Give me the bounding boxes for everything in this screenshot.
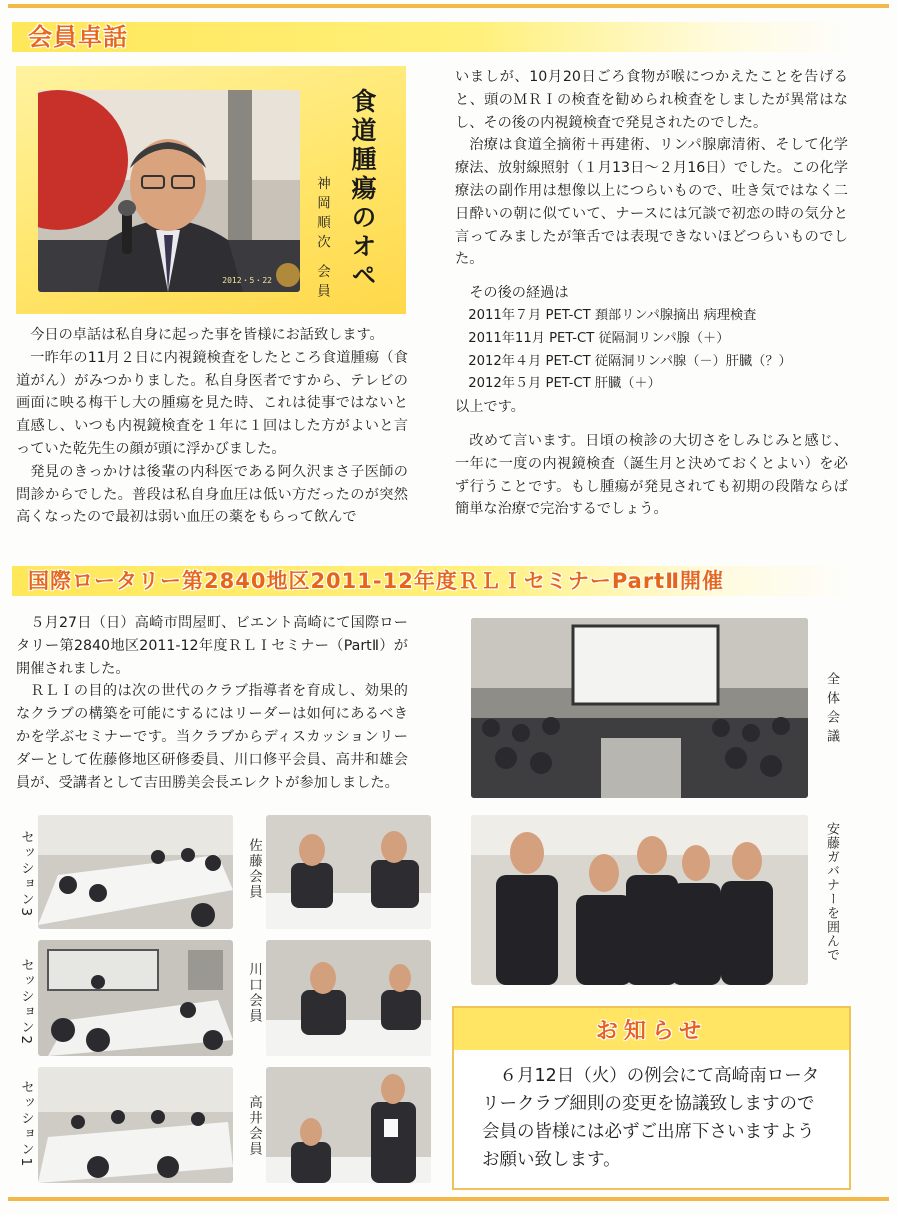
section1-right-column — [455, 66, 848, 521]
closing-paragraph: 改めて言います。日頃の検診の大切さをしみじみと感じ、一年に一度の内視鏡検査（誕生月と決めておくとよい）を必ず行うことです。もし腫瘍が発見されても初期の段階ならば簡単な治療で完治するでしょう。 — [455, 432, 848, 518]
left-paragraph-3: 発見のきっかけは後輩の内科医である阿久沢まさ子医師の問診からでした。普段は私自身血圧は低い方だったのが突然高くなったので最初は弱い血圧の薬をもらって飲んで — [16, 463, 408, 526]
left-paragraph-2: 一昨年の11月２日に内視鏡検査をしたところ食道腫瘍（食道がん）がみつかりました。私自身医者ですから、テレビの画面に映る梅干し大の腫瘍を見た時、これは徒事ではないと直感し、いつも内視鏡検査を１年に１回はした方がよいと言っていた乾先生の顔が頭に浮かびました。 — [16, 349, 408, 457]
progress-intro: その後の経過は — [469, 285, 569, 302]
caption-session3: セッション3 — [18, 830, 34, 919]
notice-text: ６月12日（火）の例会にて高崎南ロータリークラブ細則の変更を協議致しますので会員の皆様には必ずご出席下さいますようお願い致します。 — [482, 1066, 820, 1170]
caption-takai: 高井会員 — [246, 1095, 262, 1157]
plenary-photo-image — [471, 618, 808, 798]
notice-title: お知らせ — [595, 1019, 708, 1044]
right-paragraph-1: いましが、10月20日ごろ食物が喉につかえたことを告げると、頭のＭＲＩの検査を勧められ検査をしましたが異常はなし、その後の内視鏡検査で発見されたのでした。 — [455, 69, 848, 131]
photo-date-stamp: 2012・5・22 — [222, 276, 272, 285]
session3-photo — [38, 815, 233, 929]
section2-text — [16, 612, 408, 794]
right-paragraph-2: 治療は食道全摘術＋再建術、リンパ腺廓清術、そして化学療法、放射線照射（１月13日～２月16日）でした。この化学療法の副作用は想像以上につらいもので、吐き気ではなく二日酔いの朝に似ていて、ナースには冗談で初恋の時の気分と言ってみましたが筆舌では表現できないほどつらいものでした。 — [455, 137, 848, 268]
section2-title: 国際ロータリー第2840地区2011-12年度ＲＬＩセミナーPartⅡ開催 — [28, 569, 725, 593]
section1-header-bar — [12, 22, 852, 52]
caption-session1: セッション1 — [18, 1080, 34, 1169]
caption-sato: 佐藤会員 — [246, 838, 262, 900]
sato-photo-image — [266, 815, 431, 929]
takai-photo-image — [266, 1067, 431, 1183]
section2-paragraph-2: ＲＬＩの目的は次の世代のクラブ指導者を育成し、効果的なクラブの構築を可能にするにはリーダーは如何にあるべきかを学ぶセミナーです。当クラブからディスカッションリーダーとして佐藤修地区研修委員、川口修平会員、高井和雄会員が、受講者として吉田勝美会長エレクトが参加しました。 — [16, 683, 408, 791]
caption-session2: セッション2 — [18, 958, 34, 1047]
caption-kawaguchi: 川口会員 — [246, 962, 262, 1024]
kawaguchi-photo — [266, 940, 431, 1056]
progress-item-2: 2011年11月 PET-CT 従隔洞リンパ腺（＋） — [468, 330, 730, 346]
governor-group-photo — [471, 815, 808, 985]
plenary-photo — [471, 618, 808, 798]
left-paragraph-1: 今日の卓話は私自身に起った事を皆様にお話致します。 — [30, 327, 384, 343]
section1-left-column — [16, 324, 408, 529]
kawaguchi-photo-image — [266, 940, 431, 1056]
speaker-photo — [38, 90, 300, 292]
governor-group-photo-image — [471, 815, 808, 985]
section2-paragraph-1: ５月27日（日）高崎市問屋町、ビエント高崎にて国際ロータリー第2840地区2011-12年度ＲＬＩセミナー（PartⅡ）が開催されました。 — [16, 615, 408, 677]
notice-body — [482, 1062, 827, 1174]
section1-title: 会員卓話 — [28, 23, 128, 51]
session1-photo-image — [38, 1067, 233, 1183]
sato-photo — [266, 815, 431, 929]
progress-item-3: 2012年４月 PET-CT 従隔洞リンパ腺（－）肝臓（？） — [468, 353, 792, 369]
session3-photo-image — [38, 815, 233, 929]
session2-photo-image — [38, 940, 233, 1056]
top-rule — [8, 4, 889, 8]
caption-plenary: 全体会議 — [824, 672, 839, 748]
progress-item-4: 2012年５月 PET-CT 肝臓（＋） — [468, 376, 661, 392]
article-header-box — [16, 66, 406, 314]
speaker-photo-image — [38, 90, 300, 292]
progress-item-1: 2011年７月 PET-CT 頚部リンパ腺摘出 病理検査 — [468, 307, 757, 323]
notice-box — [452, 1006, 851, 1190]
progress-end: 以上です。 — [455, 399, 525, 416]
article-title: 食道腫瘍のオペ — [348, 88, 377, 291]
session2-photo — [38, 940, 233, 1056]
caption-governor: 安藤ガバナーを囲んで — [824, 822, 839, 962]
article-author: 神岡順次 会員 — [314, 176, 330, 304]
session1-photo — [38, 1067, 233, 1183]
takai-photo — [266, 1067, 431, 1183]
bottom-rule — [8, 1197, 889, 1201]
